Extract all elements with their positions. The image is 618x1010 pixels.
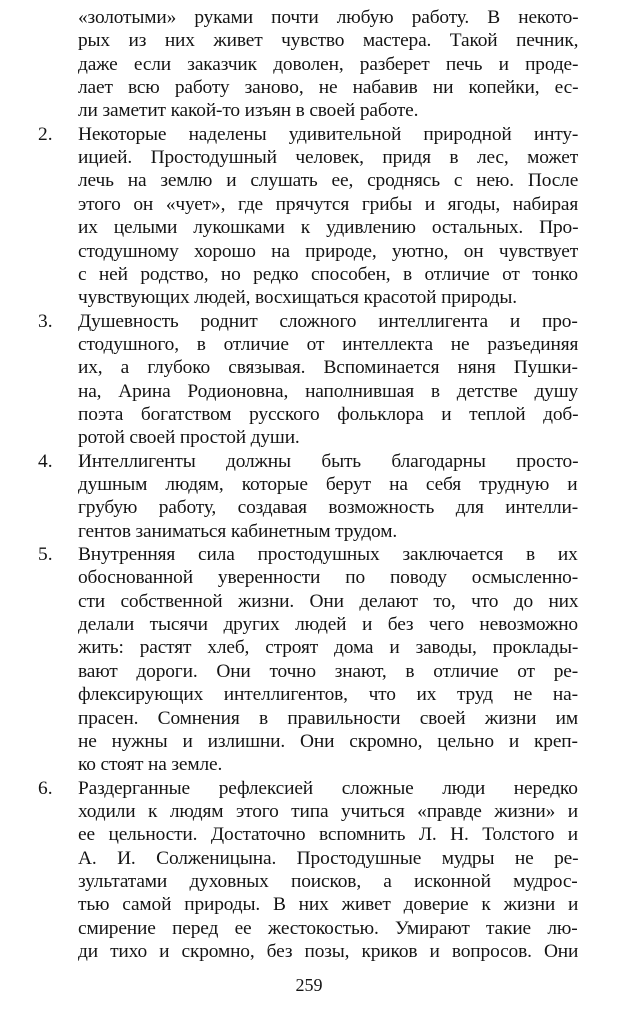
text-line: смирение перед ее жестокостью. Умирают такие лю- xyxy=(78,917,578,939)
text-line: Интеллигенты должны быть благодарны просто- xyxy=(78,450,579,472)
text-line: ли заметит какой-то изъян в своей работе. xyxy=(78,100,419,122)
text-line: прасен. Сомнения в правильности своей жизни им xyxy=(78,707,579,729)
text-line: обоснованной уверенности по поводу осмысленно- xyxy=(78,567,579,589)
list-item-number: 2. xyxy=(38,123,53,145)
text-line: рых из них живет чувство мастера. Такой печник, xyxy=(78,30,579,52)
text-line: лает всю работу заново, не набавив ни копейки, ес- xyxy=(78,77,579,99)
text-line: их, а глубоко связывая. Вспоминается няня Пушки- xyxy=(78,357,578,379)
text-line: ходили к людям этого типа учиться «правде жизни» и xyxy=(78,800,579,822)
text-line: ротой своей простой души. xyxy=(78,427,300,449)
text-line: сти собственной жизни. Они делают то, что до них xyxy=(78,590,579,612)
text-line: ицией. Простодушный человек, придя в лес, может xyxy=(78,147,579,169)
text-line: Внутренняя сила простодушных заключается в их xyxy=(78,544,578,566)
text-line: их целыми лукошками к удивлению остальных. Про- xyxy=(78,217,579,239)
text-line: лечь на землю и слушать ее, сроднясь с нею. После xyxy=(78,170,579,192)
list-item-number: 6. xyxy=(38,777,53,799)
text-line: с ней родство, но редко способен, в отличие от тонко xyxy=(78,263,578,285)
text-line: гентов заниматься кабинетным трудом. xyxy=(78,520,398,542)
text-line: грубую работу, создавая возможность для интелли- xyxy=(78,497,579,519)
text-line: делали тысячи других людей и без чего невозможно xyxy=(78,614,578,636)
page-number: 259 xyxy=(295,975,323,995)
text-line: Раздерганные рефлексией сложные люди нередко xyxy=(78,777,578,799)
list-item-number: 5. xyxy=(38,544,53,566)
list-item-number: 4. xyxy=(38,450,53,472)
text-line: «золотыми» руками почти любую работу. В некото- xyxy=(78,7,579,28)
text-line: этого он «чует», где прячутся грибы и ягоды, набирая xyxy=(78,193,579,215)
text-line: не нужны и излишни. Они скромно, цельно и креп- xyxy=(78,730,578,752)
text-line: душным людям, которые берут на себя трудную и xyxy=(78,474,578,495)
text-line: стодушного, в отличие от интеллекта не разъединяя xyxy=(78,333,579,355)
text-line: А. И. Солженицына. Простодушные мудры не ре- xyxy=(78,847,579,869)
text-line: вают дороги. Они точно знают, в отличие от ре- xyxy=(78,660,578,682)
text-line: ее цельности. Достаточно вспомнить Л. Н. Толстого и xyxy=(78,824,579,846)
text-line: стодушному хорошо на природе, уютно, он чувствует xyxy=(78,240,579,262)
text-line: чувствующих людей, восхищаться красотой природы. xyxy=(78,287,517,309)
text-line: ди тихо и скромно, без позы, криков и вопросов. Они xyxy=(78,941,579,962)
text-line: Некоторые наделены удивительной природной инту- xyxy=(78,123,579,145)
text-line: на, Арина Родионовна, наполнившая в детстве душу xyxy=(78,380,579,402)
text-line: тью самой природы. В них живет доверие к жизни и xyxy=(78,894,579,916)
text-line: ко стоят на земле. xyxy=(78,754,223,776)
text-line: флексирующих интеллигентов, что их труд не на- xyxy=(78,684,578,706)
text-line: зультатами духовных поисков, а исконной мудрос- xyxy=(78,870,578,892)
list-item-number: 3. xyxy=(38,310,53,332)
text-line: поэта богатством русского фольклора и теплой доб- xyxy=(78,403,579,425)
text-line: Душевность роднит сложного интеллигента и про- xyxy=(78,310,578,332)
text-line: жить: растят хлеб, строят дома и заводы, проклады- xyxy=(78,637,579,659)
text-line: даже если заказчик доволен, разберет печь и проде- xyxy=(78,53,579,75)
